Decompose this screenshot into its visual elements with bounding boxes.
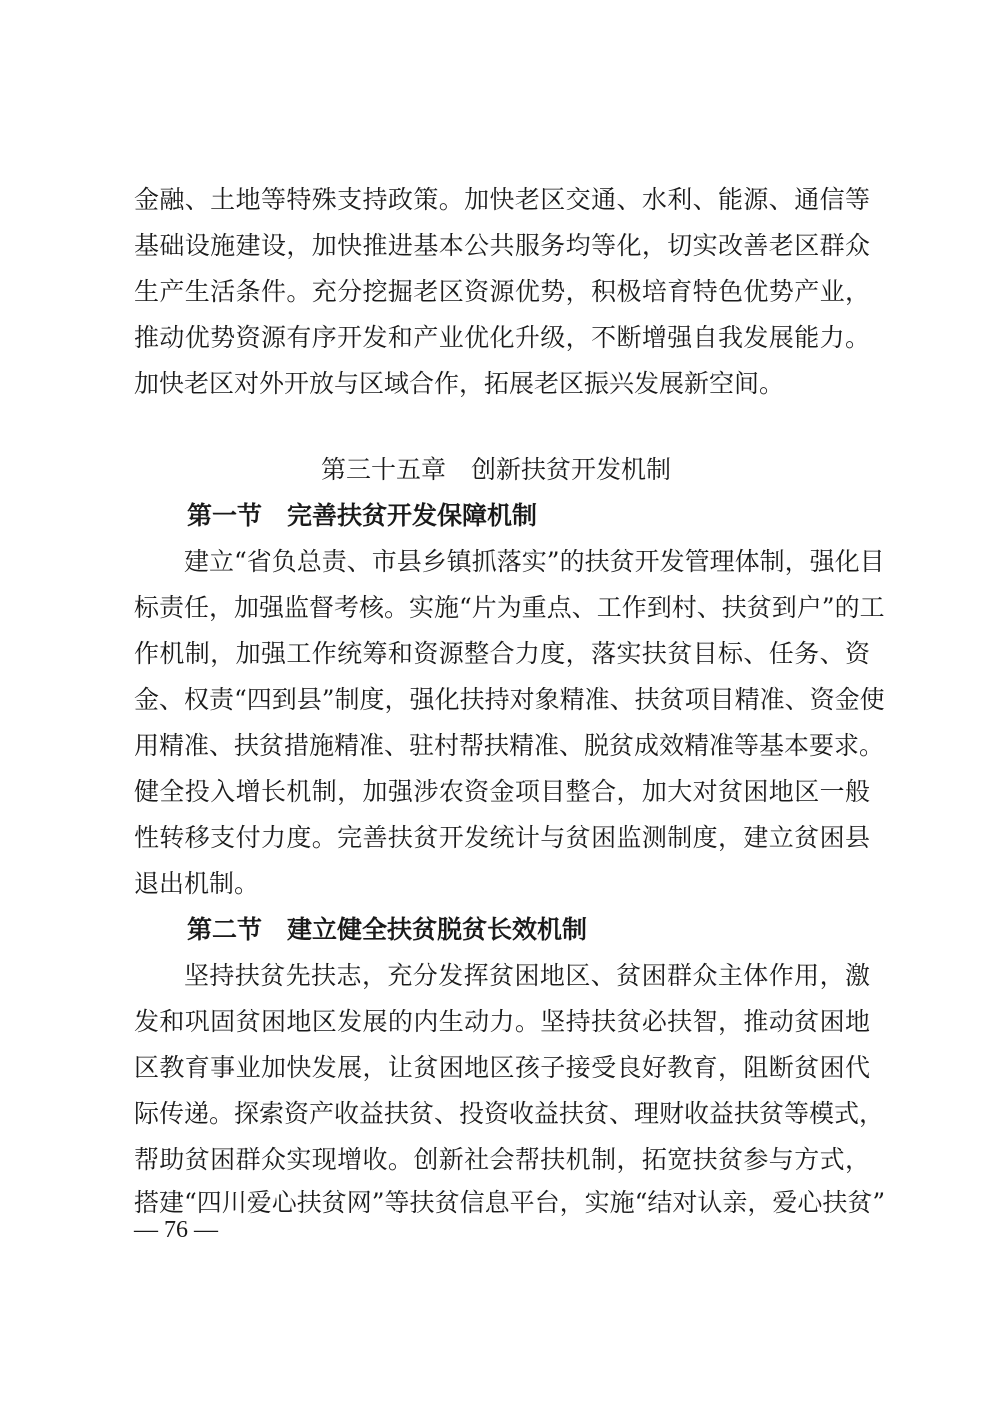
section-2-heading: 第二节 建立健全扶贫脱贫长效机制 (187, 915, 588, 944)
section-1-heading: 第一节 完善扶贫开发保障机制 (187, 501, 538, 530)
page-number: — 76 — (134, 1217, 218, 1243)
section-2-line-5: 帮助贫困群众实现增收。创新社会帮扶机制，拓宽扶贫参与方式， (134, 1145, 870, 1174)
section-1-line-1: 建立“省负总责、市县乡镇抓落实”的扶贫开发管理体制，强化目 (184, 547, 885, 576)
section-1-line-2: 标责任，加强监督考核。实施“片为重点、工作到村、扶贫到户”的工 (134, 593, 885, 622)
section-1-line-3: 作机制，加强工作统筹和资源整合力度，落实扶贫目标、任务、资 (134, 639, 870, 668)
section-1-line-4: 金、权责“四到县”制度，强化扶持对象精准、扶贫项目精准、资金使 (134, 685, 885, 714)
section-1-line-6: 健全投入增长机制，加强涉农资金项目整合，加大对贫困地区一般 (134, 777, 870, 806)
intro-line-2: 基础设施建设，加快推进基本公共服务均等化，切实改善老区群众 (134, 231, 870, 260)
section-2-line-2: 发和巩固贫困地区发展的内生动力。坚持扶贫必扶智，推动贫困地 (134, 1007, 870, 1036)
chapter-title: 第三十五章 创新扶贫开发机制 (320, 455, 671, 484)
intro-line-3: 生产生活条件。充分挖掘老区资源优势，积极培育特色优势产业， (134, 277, 870, 306)
intro-line-5: 加快老区对外开放与区域合作，拓展老区振兴发展新空间。 (134, 369, 785, 398)
section-2-line-3: 区教育事业加快发展，让贫困地区孩子接受良好教育，阻断贫困代 (134, 1053, 870, 1082)
section-1-line-7: 性转移支付力度。完善扶贫开发统计与贫困监测制度，建立贫困县 (134, 823, 870, 852)
section-2-line-6: 搭建“四川爱心扶贫网”等扶贫信息平台，实施“结对认亲，爱心扶贫” (134, 1188, 886, 1217)
section-2-line-1: 坚持扶贫先扶志，充分发挥贫困地区、贫困群众主体作用，激 (184, 961, 870, 990)
intro-line-1: 金融、土地等特殊支持政策。加快老区交通、水利、能源、通信等 (134, 185, 870, 214)
intro-line-4: 推动优势资源有序开发和产业优化升级，不断增强自我发展能力。 (134, 323, 870, 352)
section-2-line-4: 际传递。探索资产收益扶贫、投资收益扶贫、理财收益扶贫等模式， (134, 1099, 885, 1128)
section-1-line-5: 用精准、扶贫措施精准、驻村帮扶精准、脱贫成效精准等基本要求。 (134, 731, 885, 760)
section-1-line-8: 退出机制。 (134, 869, 260, 898)
